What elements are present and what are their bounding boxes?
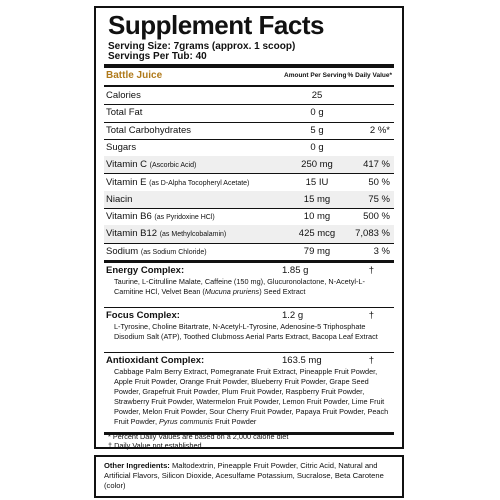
nutrient-name: Vitamin B12 (as Methylcobalamin) (106, 228, 227, 240)
nutrient-name: Total Fat (106, 107, 143, 119)
blend-dv: † (368, 355, 374, 366)
other-ingredients-panel (94, 455, 404, 498)
blend-name: Focus Complex: (106, 310, 180, 321)
nutrient-amount: 15 mg (303, 193, 331, 205)
servings-per-container: Servings Per Tub: 40 (108, 51, 207, 62)
nutrient-row (104, 225, 394, 243)
nutrient-name: Vitamin B6 (as Pyridoxine HCl) (106, 211, 215, 223)
nutrient-amount: 425 mcg (298, 228, 336, 240)
column-header (104, 64, 394, 87)
nutrient-name: Sodium (as Sodium Chloride) (106, 245, 207, 257)
blend-amount: 1.85 g (282, 265, 309, 276)
blend-amount: 1.2 g (282, 310, 304, 321)
nutrient-amount: 0 g (310, 107, 324, 119)
nutrient-row (104, 208, 394, 226)
blend-ingredients: Cabbage Palm Berry Extract, Pomegranate Fruit Extract, Pineapple Fruit Powder, Apple Fruit Powder, Orange Fruit Powder, Blueberry Fruit Powder, Grape Seed Powder, Grapefruit Fruit Powder, Plum Fruit Powder, Raspberry Fruit Powder, Strawberry Fruit Powder, Watermelon Fruit Powder, Lemon Fruit Powder, Lime Fruit Powder, Melon Fruit Powder, Sour Cherry Fruit Powder, Papaya Fruit Powder, Peach Fruit Powder, Pyrus communis Fruit Powder (114, 367, 389, 426)
nutrient-dv: 50 % (368, 176, 390, 188)
nutrient-row (104, 122, 394, 140)
daily-value-header: % Daily Value* (347, 72, 392, 79)
blend-ingredients: L-Tyrosine, Choline Bitartrate, N-Acetyl-L-Tyrosine, Adenosine-5 Triphosphate Disodium Salt (ATP), Toothed Clubmoss Aerial Parts Extract, Bacopa Leaf Extract (114, 322, 378, 341)
nutrient-amount: 10 mg (303, 211, 331, 223)
nutrient-row (104, 174, 394, 192)
blend-name: Antioxidant Complex: (106, 355, 205, 366)
other-ingredients-label: Other Ingredients: (104, 461, 170, 470)
nutrient-dv: 500 % (363, 211, 390, 223)
nutrient-name: Sugars (106, 141, 137, 153)
other-ingredients-text: Maltodextrin, Pineapple Fruit Powder, Citric Acid, Natural and Artificial Flavors, Silicon Dioxide, Acesulfame Potassium, Sucralose, Beta Carotene (color) (104, 461, 384, 490)
nutrient-name: Vitamin E (as D-Alpha Tocopheryl Acetate) (106, 176, 250, 188)
nutrient-row (104, 139, 394, 157)
focus-complex-blend (104, 308, 394, 353)
blend-dv: † (368, 265, 374, 276)
blend-name: Energy Complex: (106, 265, 185, 276)
nutrient-amount: 5 g (310, 124, 324, 136)
serving-size: Serving Size: 7grams (approx. 1 scoop) (108, 41, 296, 52)
blend-ingredients: Taurine, L-Citrulline Malate, Caffeine (150 mg), Glucuronolactone, N-Acetyl-L-Carnitine HCl, Velvet Bean (Mucuna pruriens) Seed Extract (114, 277, 365, 296)
nutrient-amount: 79 mg (303, 245, 331, 257)
nutrient-amount: 0 g (310, 141, 324, 153)
nutrient-name: Total Carbohydrates (106, 124, 192, 136)
nutrient-amount: 250 mg (301, 159, 333, 171)
nutrient-amount: 25 (311, 90, 323, 101)
nutrient-row (104, 87, 394, 105)
nutrient-dv: 3 % (373, 245, 390, 257)
blend-dv: † (368, 310, 374, 321)
footnote-daily-value: * Percent Daily Values are based on a 2,000 calorie diet (108, 432, 289, 441)
nutrient-row (104, 191, 394, 209)
footnote-not-established: † Daily Value not established. (108, 441, 204, 450)
product-name: Battle Juice (106, 70, 163, 81)
nutrient-dv: 7,083 % (355, 228, 390, 240)
blend-amount: 163.5 mg (282, 355, 322, 366)
nutrient-name: Vitamin C (Ascorbic Acid) (106, 159, 197, 171)
nutrient-dv: 75 % (368, 193, 390, 205)
nutrient-row (104, 156, 394, 174)
nutrient-name: Calories (106, 90, 141, 101)
nutrient-dv: 2 %* (369, 124, 390, 136)
energy-complex-blend (104, 263, 394, 308)
antioxidant-complex-blend (104, 353, 394, 435)
supplement-facts-panel (94, 6, 404, 449)
nutrient-row (104, 243, 394, 263)
nutrient-dv: 417 % (363, 159, 390, 171)
nutrient-name: Niacin (106, 193, 133, 205)
nutrient-amount: 15 IU (305, 176, 329, 188)
nutrient-row (104, 104, 394, 122)
panel-title: Supplement Facts (108, 10, 324, 40)
amount-per-serving-header: Amount Per Serving (284, 72, 347, 79)
